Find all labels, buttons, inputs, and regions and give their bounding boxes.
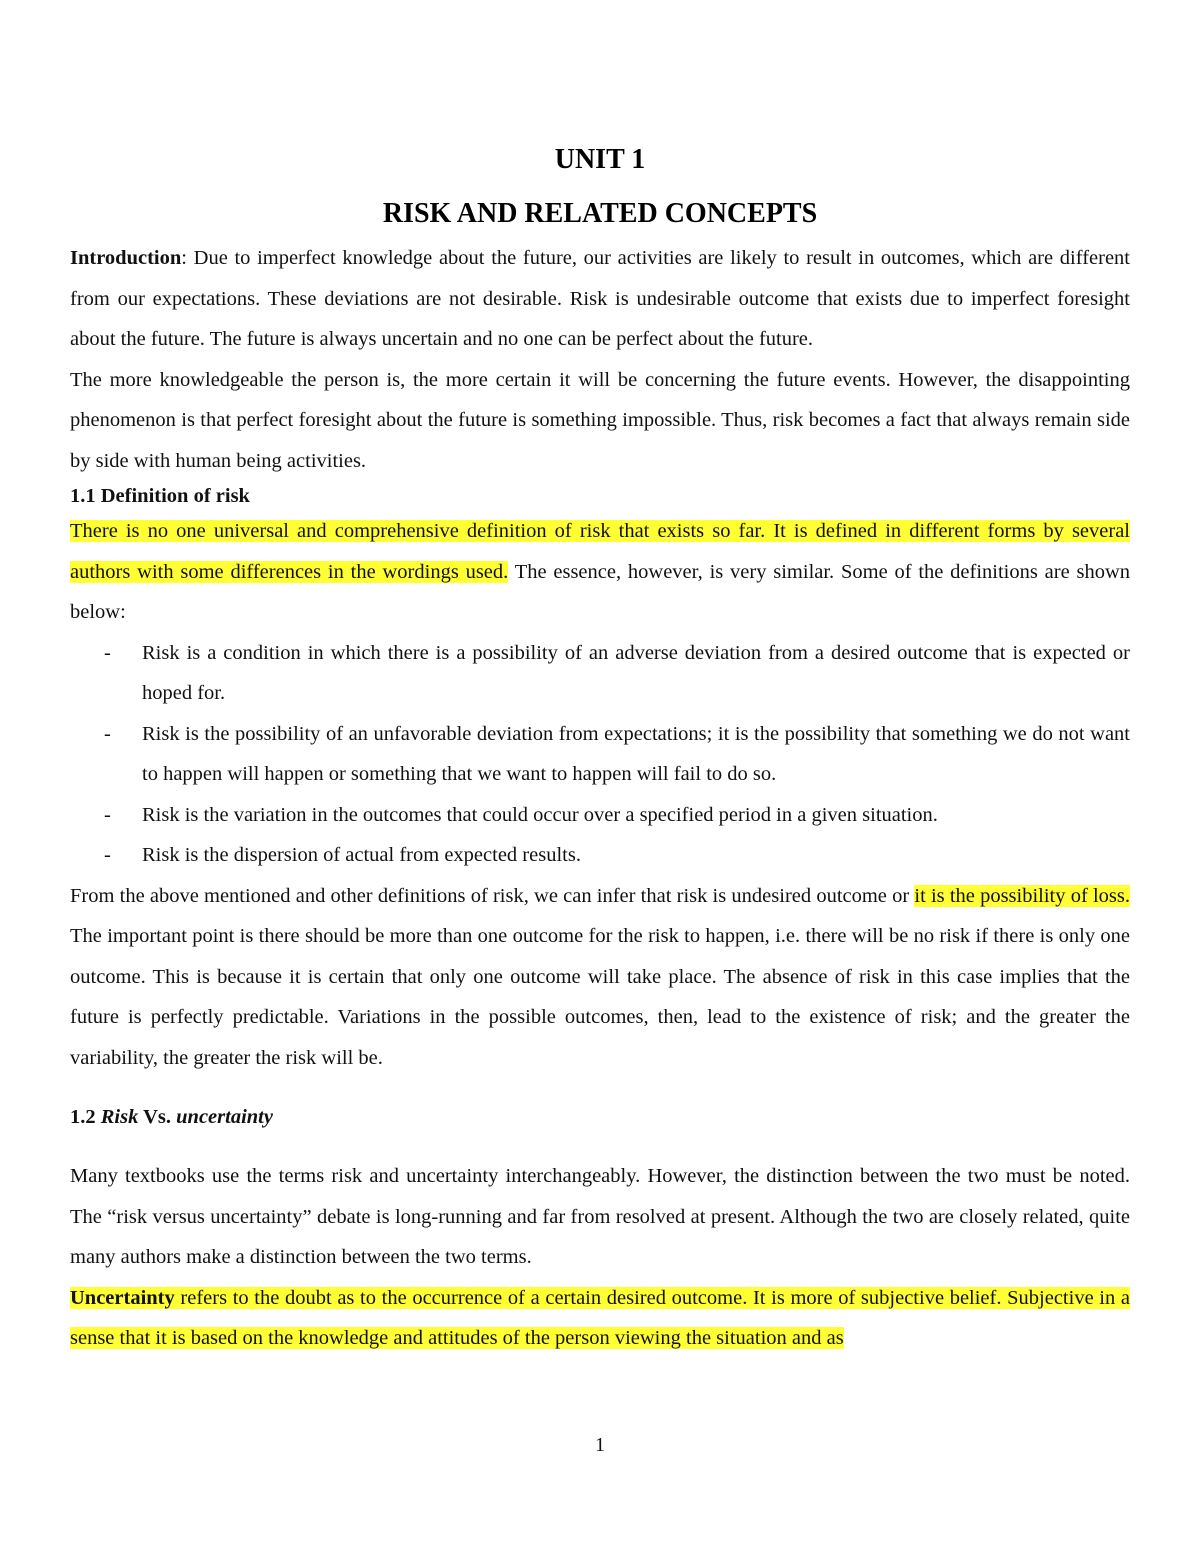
definition-paragraph [70,511,1130,633]
list-item-text: Risk is the possibility of an unfavorable deviation from expectations; it is the possibility that something we do not want to happen will happen or something that we want to happen will fail to do so. [142,722,1130,785]
bullet-dash: - [104,844,111,866]
list-item [70,835,1130,876]
highlighted-text [70,1287,1130,1350]
bullet-dash: - [104,722,111,745]
section-heading-definition: 1.1 Definition of risk [70,485,250,507]
heading-number: 1.2 [70,1106,101,1128]
page-number: 1 [595,1434,605,1456]
list-item-text: Risk is the variation in the outcomes that could occur over a specified period in a given situation. [142,803,938,826]
list-item [70,633,1130,714]
section-heading-risk-vs-uncertainty [70,1102,1130,1132]
page-title: RISK AND RELATED CONCEPTS [382,198,818,229]
heading-risk: Risk [100,1106,139,1128]
bullet-dash: - [104,641,111,664]
list-item [70,714,1130,795]
heading-vs: Vs. [138,1106,177,1128]
unit-heading: UNIT 1 [554,144,646,175]
uncertainty-text: refers to the doubt as to the occurrence of a certain desired outcome. It is more of subjective belief. Subjective in a sense that it is based on the knowledge and attitudes of the person viewing the situation and as [70,1286,1130,1349]
conclusion-paragraph [70,876,1130,1079]
spacer [70,1078,1130,1102]
highlighted-text: There is no one universal and comprehensive definition of risk that exists so far. It is defined in different forms by several authors with some differences in the wordings used. [70,520,1130,583]
intro-paragraph [70,238,1130,360]
page-content [70,140,1130,1359]
heading-uncertainty: uncertainty [176,1106,273,1128]
intro-label: Introduction [70,247,182,269]
spacer [70,1132,1130,1156]
list-item-text: Risk is the dispersion of actual from expected results. [142,844,581,866]
uncertainty-label: Uncertainty [70,1286,175,1309]
risk-vs-uncertainty-paragraph: Many textbooks use the terms risk and uncertainty interchangeably. However, the distinction between the two must be noted. The “risk versus uncertainty” debate is long-running and far from resolved at present. Although the two are closely related, quite many authors make a distinction between the two terms. [70,1165,1130,1268]
highlighted-text: it is the possibility of loss. [914,884,1130,907]
conclusion-post: The important point is there should be more than one outcome for the risk to happen, i.e. there will be no risk if there is only one outcome. This is because it is certain that only one outcome will take place. The absence of risk in this case implies that the future is perfectly predictable. Variations in the possible outcomes, then, lead to the existence of risk; and the greater the variability, the greater the risk will be. [70,925,1130,1069]
definition-rest: The essence, however, is very similar. Some of the definitions are shown below: [70,560,1130,623]
list-item [70,795,1130,836]
intro-paragraph-2: The more knowledgeable the person is, the more certain it will be concerning the future events. However, the disappointing phenomenon is that perfect foresight about the future is something impossible. Thus, risk becomes a fact that always remain side by side with human being activities. [70,368,1130,472]
definition-list [70,633,1130,876]
list-item-text: Risk is a condition in which there is a possibility of an adverse deviation from a desired outcome that is expected or hoped for. [142,641,1130,704]
bullet-dash: - [104,803,111,826]
uncertainty-paragraph [70,1278,1130,1359]
intro-text: : Due to imperfect knowledge about the future, our activities are likely to result in outcomes, which are different from our expectations. These deviations are not desirable. Risk is undesirable outcome that exists due to imperfect foresight about the future. The future is always uncertain and no one can be perfect about the future. [70,247,1130,350]
conclusion-pre: From the above mentioned and other definitions of risk, we can infer that risk is undesired outcome or [70,884,915,907]
